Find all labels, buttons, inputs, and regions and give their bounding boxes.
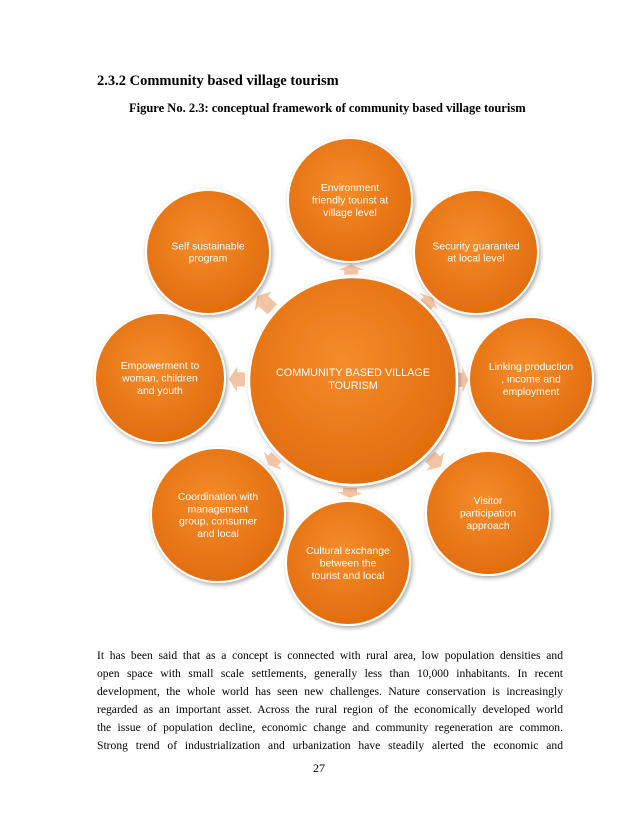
node-label-line: woman, children bbox=[122, 373, 198, 385]
node-label-line: Empowerment to bbox=[120, 361, 200, 373]
node-label-line: Security guaranted bbox=[432, 241, 520, 253]
node-label-line: Environment bbox=[320, 183, 380, 195]
diagram-node-visitor bbox=[426, 451, 550, 575]
diagram-node-security bbox=[414, 190, 538, 314]
page-number: 27 bbox=[313, 761, 325, 775]
connector-arrow bbox=[229, 366, 245, 392]
node-label-line: between the bbox=[319, 558, 377, 570]
body-line: development, the whole world has seen new challenges. Nature conservation is increasingly bbox=[97, 685, 563, 698]
section-heading: 2.3.2 Community based village tourism bbox=[97, 73, 339, 89]
body-line: Strong trend of industrialization and urbanization have steadily alerted the economic and bbox=[97, 739, 563, 752]
node-label-line: approach bbox=[466, 520, 510, 532]
node-label-line: participation bbox=[459, 508, 517, 520]
node-label-line: Cultural exchange bbox=[306, 546, 390, 558]
body-line: regarded as an important asset. Across the rural region of the economically developed world bbox=[97, 703, 563, 716]
node-label-line: and local bbox=[197, 529, 239, 541]
body-line: the issue of population decline, economic change and community regeneration are common. bbox=[97, 721, 563, 734]
node-label-line: Coordination with bbox=[177, 491, 259, 503]
diagram-node-linking bbox=[469, 317, 593, 441]
node-label-line: Visitor bbox=[473, 496, 503, 508]
node-label-line: Linking production bbox=[488, 362, 574, 374]
node-label-line: friendly tourist at bbox=[311, 195, 389, 207]
node-label-line: management bbox=[187, 504, 249, 516]
connector-arrow bbox=[337, 488, 363, 499]
connector-arrow bbox=[458, 367, 468, 393]
node-label-line: village level bbox=[323, 207, 377, 219]
figure-caption: Figure No. 2.3: conceptual framework of community based village tourism bbox=[129, 101, 526, 115]
node-label-line: at local level bbox=[447, 253, 505, 265]
body-line: It has been said that as a concept is connected with rural area, low population densities and bbox=[97, 649, 563, 662]
node-label-line: TOURISM bbox=[328, 379, 378, 392]
node-label-line: , income and bbox=[501, 374, 561, 386]
diagram-center-node bbox=[249, 277, 457, 485]
node-label-line: group, consumer bbox=[179, 516, 257, 528]
node-label-line: employment bbox=[502, 386, 560, 398]
body-line: open space with small scale settlements, generally less than 10,000 inhabitants. In recent bbox=[97, 667, 563, 680]
diagram-node-environment bbox=[288, 138, 412, 262]
node-label-line: Self sustainable bbox=[171, 241, 245, 253]
diagram-node-cultural bbox=[286, 501, 410, 625]
body-paragraph bbox=[97, 647, 563, 755]
node-label-line: program bbox=[188, 253, 228, 265]
diagram-node-empowerment bbox=[95, 313, 225, 443]
node-label-line: COMMUNITY BASED VILLAGE bbox=[276, 367, 430, 380]
diagram-node-coordination bbox=[151, 448, 285, 582]
node-label-line: and youth bbox=[137, 385, 183, 397]
diagram-center bbox=[249, 277, 457, 485]
connector-arrow bbox=[338, 264, 364, 274]
diagram-node-self bbox=[146, 190, 270, 314]
node-label-line: tourist and local bbox=[311, 570, 385, 582]
